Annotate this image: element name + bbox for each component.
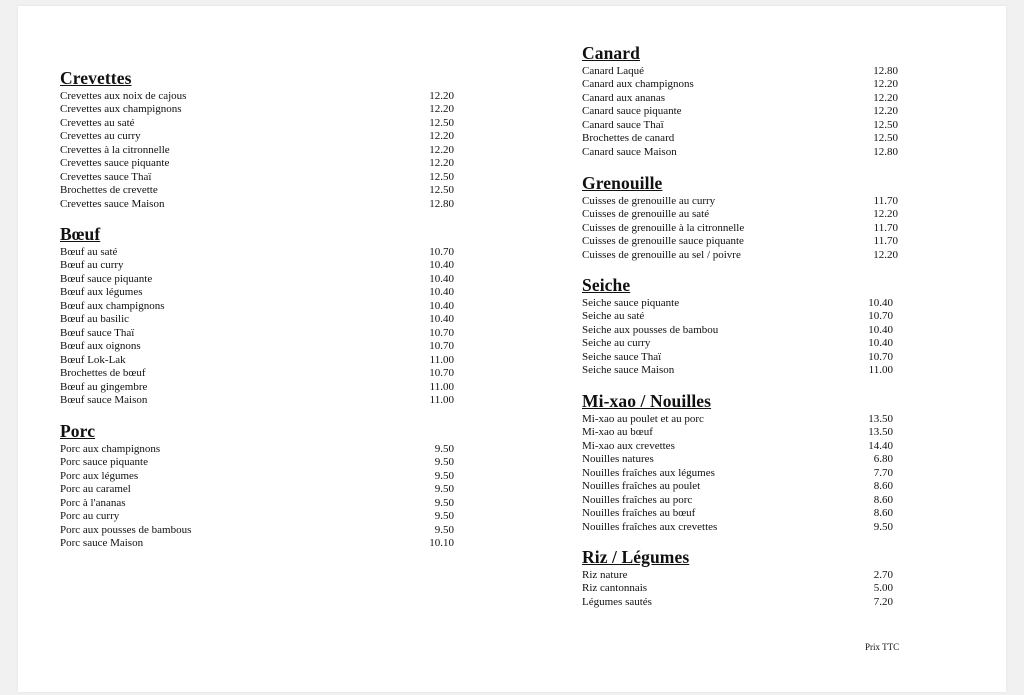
menu-item-name: Porc aux pousses de bambous (60, 523, 192, 536)
menu-item-name: Crevettes au curry (60, 130, 141, 143)
menu-item-price: 9.50 (434, 523, 454, 536)
section-grenouille (582, 173, 898, 262)
menu-item-name: Mi-xao au poulet et au porc (582, 413, 704, 425)
menu-item-price: 10.10 (429, 537, 454, 550)
menu-item-price: 10.70 (429, 246, 454, 258)
menu-item (582, 195, 898, 208)
item-list-canard (582, 65, 898, 159)
menu-item (582, 426, 893, 439)
menu-item (60, 144, 454, 157)
menu-item-price: 10.40 (429, 272, 454, 285)
menu-item (60, 456, 454, 469)
menu-item-name: Seiche au curry (582, 337, 651, 350)
menu-item-price: 9.50 (434, 469, 454, 482)
menu-item-price: 12.50 (873, 118, 898, 131)
menu-item-price: 9.50 (873, 520, 893, 533)
menu-item-name: Bœuf Lok-Lak (60, 353, 126, 366)
menu-item (60, 497, 454, 510)
item-list-boeuf (60, 246, 454, 407)
menu-item (60, 483, 454, 496)
menu-item-name: Canard sauce Maison (582, 145, 677, 158)
menu-item (582, 297, 893, 310)
section-canard (582, 43, 898, 159)
menu-item (60, 157, 454, 170)
menu-item (582, 249, 898, 262)
menu-item-price: 12.20 (873, 91, 898, 104)
menu-item-price: 7.20 (873, 595, 893, 608)
menu-item-price: 10.40 (868, 323, 893, 336)
menu-item-name: Crevettes aux champignons (60, 103, 182, 116)
menu-item-price: 2.70 (873, 569, 893, 581)
menu-item-name: Crevettes sauce piquante (60, 157, 170, 170)
menu-item (582, 310, 893, 323)
menu-item (582, 351, 893, 364)
item-list-crevettes (60, 90, 454, 211)
menu-item-price: 12.20 (429, 103, 454, 116)
menu-item (582, 521, 893, 534)
menu-item-name: Bœuf au basilic (60, 313, 130, 326)
menu-item-name: Légumes sautés (582, 595, 652, 608)
menu-item-price: 11.00 (868, 364, 893, 377)
menu-item (582, 78, 898, 91)
menu-page (18, 6, 1006, 692)
menu-item-name: Seiche sauce piquante (582, 297, 680, 309)
item-list-mixao (582, 413, 893, 534)
menu-item (60, 198, 454, 211)
menu-item-price: 7.70 (873, 466, 893, 479)
section-title-seiche: Seiche (582, 275, 631, 295)
menu-item-price: 12.50 (429, 170, 454, 183)
menu-item (60, 246, 454, 259)
menu-item-name: Nouilles fraîches aux légumes (582, 466, 715, 479)
menu-item (582, 569, 893, 582)
menu-item-name: Brochettes de bœuf (60, 367, 146, 380)
section-title-canard: Canard (582, 43, 640, 63)
menu-item-name: Bœuf aux champignons (60, 299, 165, 312)
menu-item-name: Porc à l'ananas (60, 496, 126, 509)
menu-item (582, 119, 898, 132)
menu-item-name: Porc aux légumes (60, 469, 139, 482)
menu-item-name: Bœuf sauce piquante (60, 272, 153, 285)
menu-item-name: Crevettes sauce Maison (60, 197, 165, 210)
menu-item-name: Seiche aux pousses de bambou (582, 323, 719, 336)
menu-item (582, 596, 893, 609)
menu-item-price: 12.20 (429, 157, 454, 170)
menu-item (60, 130, 454, 143)
menu-item-name: Nouilles natures (582, 453, 654, 466)
menu-item (60, 327, 454, 340)
menu-item-price: 10.70 (868, 350, 893, 363)
section-crevettes (60, 68, 454, 211)
menu-item (60, 537, 454, 550)
menu-item (582, 467, 893, 480)
menu-item-name: Bœuf au curry (60, 259, 124, 272)
menu-item-price: 10.40 (868, 337, 893, 350)
menu-item (60, 103, 454, 116)
menu-item (60, 340, 454, 353)
menu-item (582, 413, 893, 426)
menu-item (60, 90, 454, 103)
menu-item (60, 313, 454, 326)
menu-item (60, 117, 454, 130)
menu-item (60, 273, 454, 286)
menu-item (582, 337, 893, 350)
menu-item-name: Nouilles fraîches aux crevettes (582, 520, 718, 533)
section-title-boeuf: Bœuf (60, 224, 101, 244)
menu-item (582, 132, 898, 145)
menu-item (60, 367, 454, 380)
menu-item-name: Cuisses de grenouille à la citronnelle (582, 221, 745, 234)
menu-item (582, 65, 898, 78)
menu-item (582, 440, 893, 453)
section-boeuf (60, 224, 454, 407)
menu-item (582, 222, 898, 235)
menu-item-price: 9.50 (434, 443, 454, 455)
menu-item-price: 12.20 (873, 78, 898, 91)
section-seiche (582, 275, 893, 378)
menu-item-price: 10.40 (429, 259, 454, 272)
menu-item-price: 11.70 (873, 195, 898, 207)
menu-item-price: 11.70 (873, 235, 898, 248)
menu-item-name: Riz nature (582, 569, 628, 581)
menu-item-price: 8.60 (873, 507, 893, 520)
menu-item (582, 453, 893, 466)
menu-item (60, 524, 454, 537)
menu-item-name: Porc sauce piquante (60, 456, 148, 469)
menu-item (582, 364, 893, 377)
menu-item (60, 259, 454, 272)
menu-item (60, 184, 454, 197)
menu-item-price: 12.80 (873, 65, 898, 77)
menu-item-name: Mi-xao au bœuf (582, 426, 653, 439)
menu-item-price: 9.50 (434, 483, 454, 496)
menu-item-name: Bœuf au saté (60, 246, 118, 258)
menu-item (582, 507, 893, 520)
menu-item-name: Nouilles fraîches au poulet (582, 480, 701, 493)
menu-item (582, 92, 898, 105)
menu-item-price: 10.40 (868, 297, 893, 309)
menu-item-name: Riz cantonnais (582, 582, 648, 595)
menu-item (60, 354, 454, 367)
menu-item-price: 10.40 (429, 313, 454, 326)
section-riz (582, 547, 893, 609)
menu-item-name: Canard sauce Thaï (582, 118, 664, 131)
menu-item-price: 11.70 (873, 221, 898, 234)
menu-item-price: 9.50 (434, 456, 454, 469)
menu-item-price: 9.50 (434, 496, 454, 509)
menu-item-price: 12.20 (873, 105, 898, 118)
menu-item-name: Bœuf au gingembre (60, 380, 148, 393)
section-title-grenouille: Grenouille (582, 173, 663, 193)
item-list-porc (60, 443, 454, 551)
menu-item-price: 10.70 (429, 340, 454, 353)
section-title-porc: Porc (60, 421, 96, 441)
menu-item (582, 494, 893, 507)
menu-item-name: Nouilles fraîches au bœuf (582, 507, 696, 520)
menu-item (582, 324, 893, 337)
menu-item-price: 8.60 (873, 493, 893, 506)
menu-item-price: 13.50 (868, 413, 893, 425)
section-mixao (582, 391, 893, 534)
menu-item-name: Seiche sauce Maison (582, 364, 675, 377)
menu-item-price: 10.70 (429, 326, 454, 339)
menu-item (582, 480, 893, 493)
menu-item-price: 12.20 (429, 130, 454, 143)
menu-item (60, 470, 454, 483)
menu-item-price: 14.40 (868, 439, 893, 452)
item-list-seiche (582, 297, 893, 378)
menu-item-name: Canard aux champignons (582, 78, 694, 91)
item-list-grenouille (582, 195, 898, 262)
menu-item (60, 381, 454, 394)
menu-item-name: Cuisses de grenouille au curry (582, 195, 716, 207)
menu-item-name: Bœuf aux légumes (60, 286, 143, 299)
menu-item (60, 171, 454, 184)
menu-item-price: 11.00 (429, 393, 454, 406)
menu-item-name: Bœuf sauce Maison (60, 393, 148, 406)
section-title-mixao: Mi-xao / Nouilles (582, 391, 712, 411)
menu-item (60, 286, 454, 299)
menu-item-name: Cuisses de grenouille au sel / poivre (582, 248, 741, 261)
menu-item-name: Bœuf sauce Thaï (60, 326, 135, 339)
menu-item (582, 235, 898, 248)
menu-item-price: 5.00 (873, 582, 893, 595)
menu-item-price: 12.80 (429, 197, 454, 210)
menu-item (60, 510, 454, 523)
item-list-riz (582, 569, 893, 609)
menu-item-name: Canard aux ananas (582, 91, 666, 104)
menu-item-price: 12.50 (429, 116, 454, 129)
menu-item-name: Bœuf aux oignons (60, 340, 141, 353)
menu-item-price: 10.40 (429, 299, 454, 312)
menu-item-price: 10.70 (429, 367, 454, 380)
menu-item-price: 12.50 (429, 184, 454, 197)
menu-item-name: Mi-xao aux crevettes (582, 439, 675, 452)
menu-item-price: 12.20 (873, 208, 898, 221)
menu-item-price: 8.60 (873, 480, 893, 493)
menu-item-price: 12.20 (429, 143, 454, 156)
menu-item-price: 12.80 (873, 145, 898, 158)
menu-item-price: 13.50 (868, 426, 893, 439)
menu-item-name: Seiche sauce Thaï (582, 350, 662, 363)
menu-item (582, 146, 898, 159)
menu-item-price: 6.80 (873, 453, 893, 466)
menu-item-name: Nouilles fraîches au porc (582, 493, 693, 506)
menu-item-name: Porc au caramel (60, 483, 131, 496)
section-title-crevettes: Crevettes (60, 68, 132, 88)
section-porc (60, 421, 454, 551)
menu-item-price: 11.00 (429, 353, 454, 366)
menu-item-name: Cuisses de grenouille sauce piquante (582, 235, 744, 248)
menu-item-name: Brochettes de crevette (60, 184, 158, 197)
menu-item (60, 443, 454, 456)
menu-item-name: Crevettes aux noix de cajous (60, 90, 187, 102)
menu-item (582, 208, 898, 221)
menu-item-name: Porc au curry (60, 510, 120, 523)
menu-item-name: Crevettes au saté (60, 116, 135, 129)
menu-item-price: 12.20 (429, 90, 454, 102)
menu-item (60, 394, 454, 407)
menu-item-name: Crevettes sauce Thaï (60, 170, 152, 183)
menu-item (582, 582, 893, 595)
menu-item-price: 10.40 (429, 286, 454, 299)
menu-item-name: Canard Laqué (582, 65, 644, 77)
menu-item-name: Seiche au saté (582, 310, 645, 323)
menu-item-name: Porc aux champignons (60, 443, 161, 455)
menu-item-price: 12.20 (873, 248, 898, 261)
footer-note: Prix TTC (865, 642, 900, 652)
menu-item-price: 11.00 (429, 380, 454, 393)
menu-item-name: Porc sauce Maison (60, 537, 144, 550)
section-title-riz: Riz / Légumes (582, 547, 690, 567)
menu-item-name: Crevettes à la citronnelle (60, 143, 170, 156)
menu-item-price: 12.50 (873, 132, 898, 145)
menu-item-name: Cuisses de grenouille au saté (582, 208, 710, 221)
menu-item (60, 300, 454, 313)
menu-item (582, 105, 898, 118)
menu-item-name: Brochettes de canard (582, 132, 675, 145)
menu-item-price: 10.70 (868, 310, 893, 323)
menu-item-name: Canard sauce piquante (582, 105, 682, 118)
menu-item-price: 9.50 (434, 510, 454, 523)
